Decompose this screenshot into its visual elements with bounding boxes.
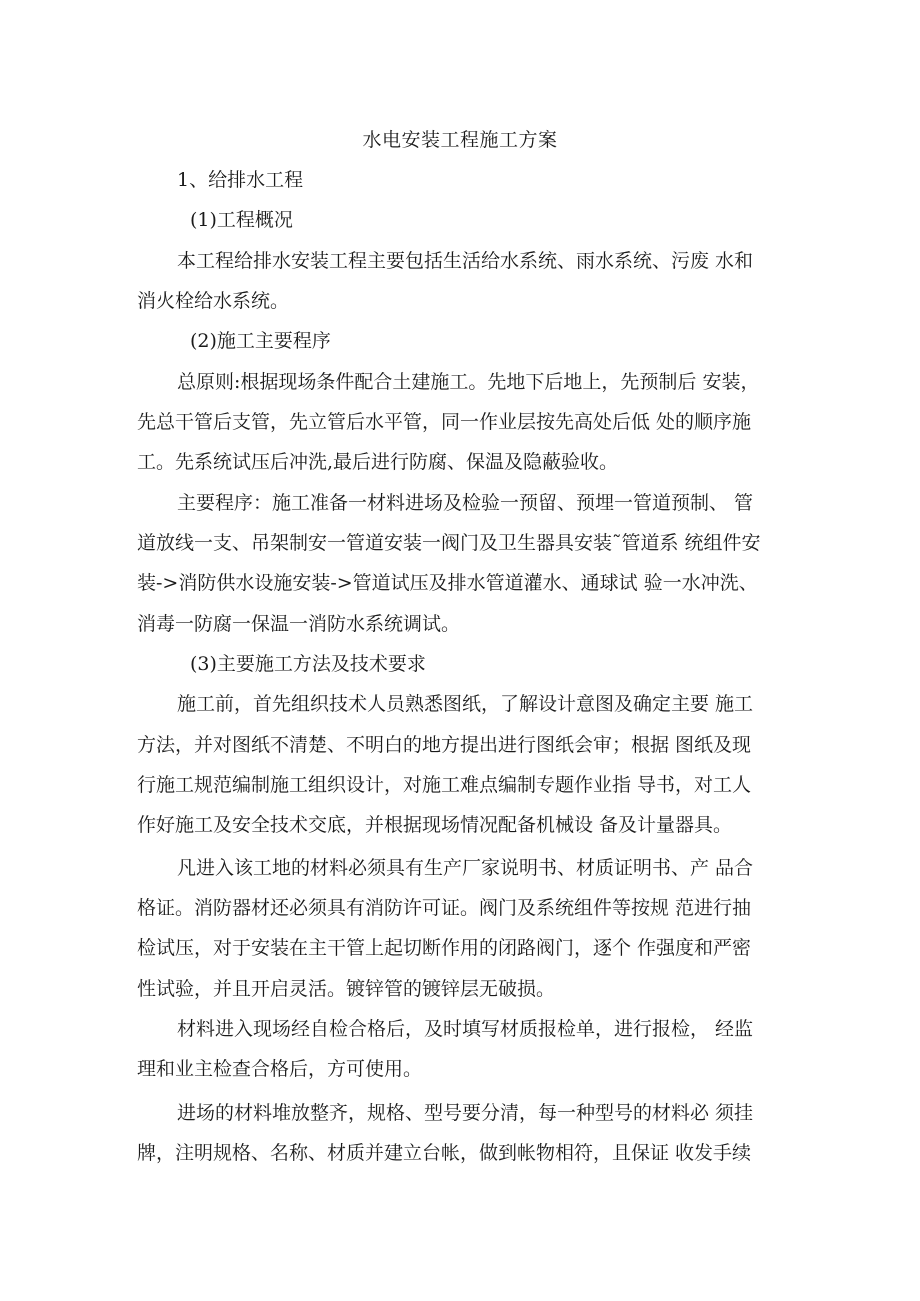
paragraph-line: 格证。消防器材还必须具有消防许可证。阀门及系统组件等按规 范进行抽 — [137, 897, 752, 919]
subsection-heading: (2)施工主要程序 — [190, 330, 331, 352]
paragraph-line: 先总干管后支管，先立管后水平管，同一作业层按先高处后低 处的顺序施 — [137, 411, 752, 433]
paragraph-line: 装->消防供水设施安装->管道试压及排水管道灌水、通球试 验一水冲洗、 — [137, 572, 758, 594]
paragraph-line: 作好施工及安全技术交底，并根据现场情况配备机械设 备及计量器具。 — [137, 814, 733, 836]
paragraph-line: 行施工规范编制施工组织设计，对施工难点编制专题作业指 导书，对工人 — [137, 774, 752, 796]
paragraph-line: 凡进入该工地的材料必须具有生产厂家说明书、材质证明书、产 品合 — [177, 857, 754, 879]
paragraph-line: 材料进入现场经自检合格后，及时填写材质报检单，进行报检， 经监 — [177, 1018, 754, 1040]
paragraph-line: 牌，注明规格、名称、材质并建立台帐，做到帐物相符，且保证 收发手续 — [137, 1142, 752, 1164]
paragraph-line: 进场的材料堆放整齐，规格、型号要分清，每一种型号的材料必 须挂 — [177, 1102, 754, 1124]
subsection-heading: (1)工程概况 — [190, 209, 293, 231]
paragraph-line: 工。先系统试压后冲洗,最后进行防腐、保温及隐蔽验收。 — [137, 451, 619, 473]
section-heading: 1、给排水工程 — [177, 169, 304, 191]
paragraph-line: 方法，并对图纸不清楚、不明白的地方提出进行图纸会审；根据 图纸及现 — [137, 734, 752, 756]
subsection-heading: (3)主要施工方法及技术要求 — [190, 653, 426, 675]
paragraph-line: 本工程给排水安装工程主要包括生活给水系统、雨水系统、污废 水和 — [177, 250, 754, 272]
paragraph-line: 消火栓给水系统。 — [137, 290, 290, 312]
paragraph-line: 主要程序：施工准备一材料进场及检验一预留、预埋一管道预制、 管 — [177, 492, 754, 514]
document-title: 水电安装工程施工方案 — [362, 129, 558, 151]
paragraph-line: 消毒一防腐一保温一消防水系统调试。 — [137, 613, 461, 635]
paragraph-line: 施工前，首先组织技术人员熟悉图纸，了解设计意图及确定主要 施工 — [177, 693, 754, 715]
paragraph-line: 总原则:根据现场条件配合土建施工。先地下后地上，先预制后 安装， — [177, 371, 760, 393]
paragraph-line: 性试验，并且开启灵活。镀锌管的镀锌层无破损。 — [137, 978, 556, 1000]
paragraph-line: 道放线一支、吊架制安一管道安装一阀门及卫生器具安装˜管道系 统组件安 — [137, 532, 761, 554]
paragraph-line: 理和业主检查合格后，方可使用。 — [137, 1058, 423, 1080]
paragraph-line: 检试压，对于安装在主干管上起切断作用的闭路阀门，逐个 作强度和严密 — [137, 937, 752, 959]
